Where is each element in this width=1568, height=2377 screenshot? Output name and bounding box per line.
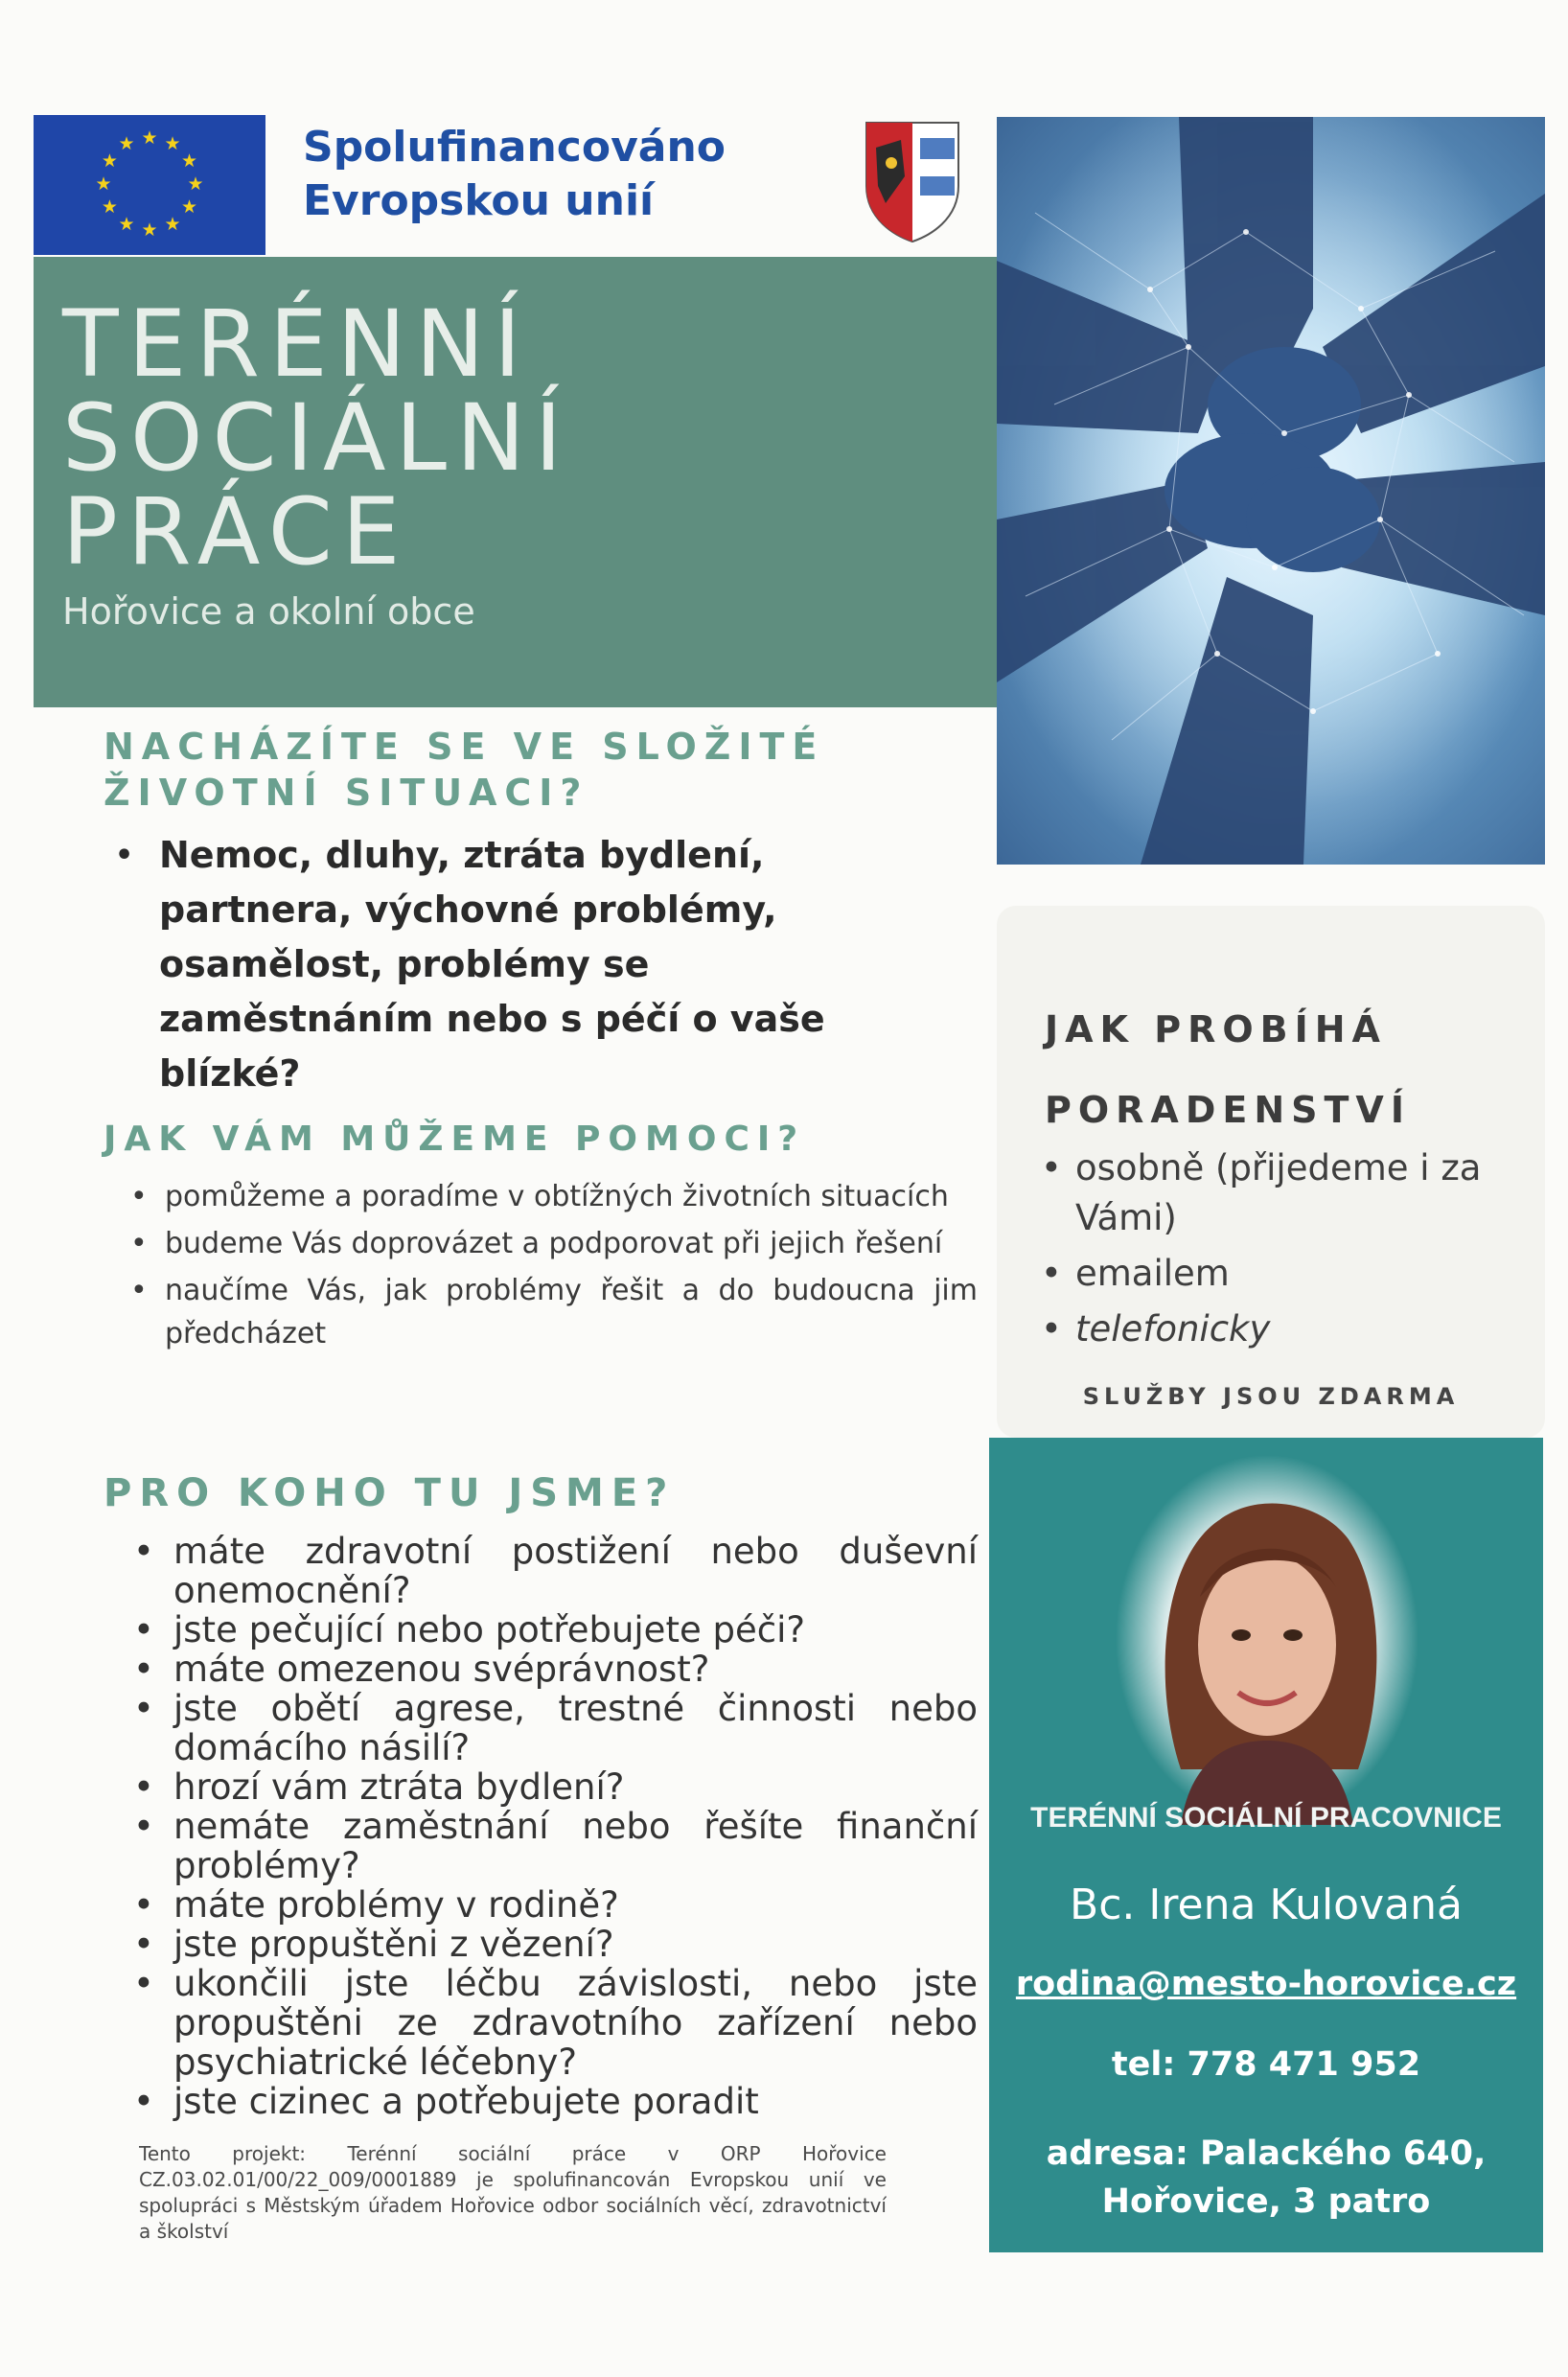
list-item: • emailem bbox=[1037, 1249, 1535, 1299]
project-footnote: Tento projekt: Terénní sociální práce v ORP Hořovice CZ.03.02.01/00/22_009/0001889 je spolufinancován Evropskou unií ve spolupráci s Městským úřadem Hořovice odbor sociálních věcí, zdravotnictví a školství bbox=[139, 2142, 887, 2243]
list-item: • pomůžeme a poradíme v obtížných životních situacích bbox=[125, 1175, 978, 1218]
star-icon: ★ bbox=[95, 174, 112, 195]
list-item: • máte omezenou svéprávnost? bbox=[129, 1650, 978, 1689]
help-heading: JAK VÁM MŮŽEME POMOCI? bbox=[104, 1119, 806, 1159]
situation-text-body: Nemoc, dluhy, ztráta bydlení, partnera, výchovné problémy, osamělost, problémy se zaměstnáním nebo s péčí o vaše blízké? bbox=[159, 834, 825, 1095]
star-icon: ★ bbox=[118, 214, 135, 235]
worker-role: TERÉNNÍ SOCIÁLNÍ PRACOVNICE bbox=[1030, 1802, 1502, 1834]
page-title: TERÉNNÍ SOCIÁLNÍ PRÁCE bbox=[62, 290, 572, 586]
consultation-list bbox=[1037, 1143, 1535, 1360]
worker-email-link[interactable]: rodina@mesto-horovice.cz bbox=[1015, 1965, 1517, 2003]
bullet: • bbox=[115, 839, 134, 872]
contact-box bbox=[989, 1438, 1543, 2252]
star-icon: ★ bbox=[141, 128, 158, 149]
star-icon: ★ bbox=[164, 214, 181, 235]
list-item: • telefonicky bbox=[1037, 1304, 1535, 1354]
star-icon: ★ bbox=[101, 197, 118, 218]
list-item: • naučíme Vás, jak problémy řešit a do budoucna jim předcházet bbox=[125, 1269, 978, 1355]
star-icon: ★ bbox=[187, 174, 204, 195]
list-item: • budeme Vás doprovázet a podporovat při jejich řešení bbox=[125, 1222, 978, 1265]
who-list bbox=[129, 1532, 978, 2121]
list-item: • osobně (přijedeme i za Vámi) bbox=[1037, 1143, 1535, 1243]
star-icon: ★ bbox=[181, 197, 198, 218]
situation-heading: NACHÁZÍTE SE VE SLOŽITÉ ŽIVOTNÍ SITUACI? bbox=[104, 726, 825, 814]
star-icon: ★ bbox=[164, 134, 181, 155]
list-item: • jste cizinec a potřebujete poradit bbox=[129, 2082, 978, 2121]
list-item: • jste propuštěni z vězení? bbox=[129, 1925, 978, 1964]
eu-flag-icon bbox=[34, 115, 265, 255]
eu-text-line1: Spolufinancováno bbox=[303, 123, 726, 172]
situation-text bbox=[115, 828, 958, 1101]
page-subtitle: Hořovice a okolní obce bbox=[62, 590, 475, 633]
star-icon: ★ bbox=[118, 134, 135, 155]
coat-of-arms-icon bbox=[863, 119, 962, 243]
title-band bbox=[34, 257, 1000, 707]
consultation-box bbox=[997, 906, 1545, 1438]
list-item: • hrozí vám ztráta bydlení? bbox=[129, 1767, 978, 1807]
list-item: • máte zdravotní postižení nebo duševní onemocnění? bbox=[129, 1532, 978, 1610]
worker-portrait bbox=[1114, 1453, 1420, 1825]
star-icon: ★ bbox=[181, 151, 198, 172]
worker-name: Bc. Irena Kulovaná bbox=[1070, 1881, 1463, 1929]
list-item: • máte problémy v rodině? bbox=[129, 1885, 978, 1925]
list-item: • jste obětí agrese, trestné činnosti nebo domácího násilí? bbox=[129, 1689, 978, 1767]
who-heading: PRO KOHO TU JSME? bbox=[104, 1471, 676, 1515]
star-icon: ★ bbox=[101, 151, 118, 172]
list-item: • ukončili jste léčbu závislosti, nebo jste propuštěni ze zdravotního zařízení nebo psychiatrické léčebny? bbox=[129, 1964, 978, 2082]
list-item: • jste pečující nebo potřebujete péči? bbox=[129, 1610, 978, 1650]
star-icon: ★ bbox=[141, 220, 158, 241]
consultation-heading: JAK PROBÍHÁ PORADENSTVÍ bbox=[1045, 1008, 1411, 1131]
eu-cofinanced-text bbox=[303, 121, 726, 228]
hands-together-photo bbox=[997, 117, 1545, 865]
worker-phone: tel: 778 471 952 bbox=[1111, 2045, 1421, 2084]
list-item: • nemáte zaměstnání nebo řešíte finanční problémy? bbox=[129, 1807, 978, 1885]
worker-address: adresa: Palackého 640, Hořovice, 3 patro bbox=[1046, 2135, 1487, 2221]
free-services-note: SLUŽBY JSOU ZDARMA bbox=[1082, 1383, 1460, 1410]
eu-text-line2: Evropskou unií bbox=[303, 176, 655, 225]
help-list bbox=[125, 1175, 978, 1359]
